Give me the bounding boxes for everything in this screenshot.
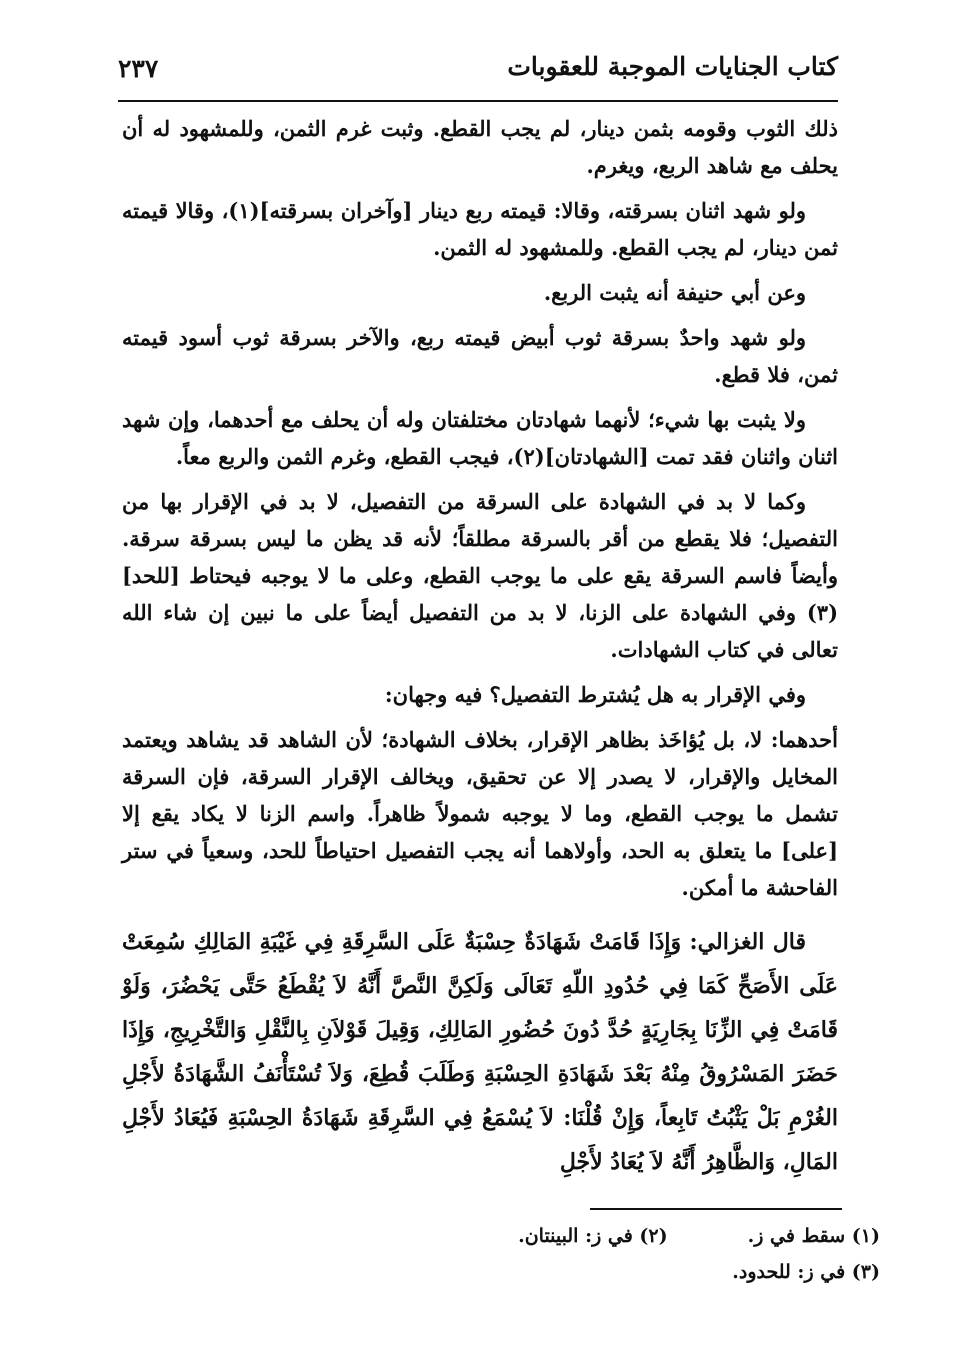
paragraph: وكما لا بد في الشهادة على السرقة من التفصيل، لا بد في الإقرار بها من التفصيل؛ فلا يقطع من أقر بالسرقة مطلقاً؛ لأنه قد يظن ما ليس بسرقة سرقة. وأيضاً فاسم السرقة يقع على ما يوجب القطع، وعلى ما لا يوجبه فيحتاط [للحد](٣) وفي الشهادة على الزنا، لا بد من التفصيل أيضاً على ما نبين إن شاء الله تعالى في كتاب الشهادات. [122,489,838,662]
header-title: كتاب الجنايات الموجبة للعقوبات [507,52,838,81]
footnote-text: سقط في ز. [747,1225,846,1247]
paragraph: وعن أبي حنيفة أنه يثبت الربع. [543,280,806,305]
footnote-2 [518,1218,668,1254]
first-view-text: لا، بل يُؤاخَذ بظاهر الإقرار، بخلاف الشهادة؛ لأن الشاهد قد يشاهد ويعتمد المخايل والإقرار، لا يصدر إلا عن تحقيق، ويخالف الإقرار السرقة، فإن السرقة تشمل ما يوجب القطع، وما لا يوجبه شمولاً ظاهراً. واسم الزنا لا يكاد يقع إلا [على] ما يتعلق به الحد، وأولاهما أنه يجب التفصيل احتياطاً للحد، وسعياً في ستر الفاحشة ما أمكن. [122,727,838,900]
paragraph: ولو شهد واحدٌ بسرقة ثوب أبيض قيمته ربع، والآخر بسرقة ثوب أسود قيمته ثمن، فلا قطع. [122,325,838,387]
paragraph: ولا يثبت بها شيء؛ لأنهما شهادتان مختلفتان وله أن يحلف مع أحدهما، وإن شهد اثنان واثنان فقد تمت [الشهادتان](٢)، فيجب القطع، وغرم الثمن والربع معاً. [122,407,838,469]
paragraph: ولو شهد اثنان بسرقته، وقالا: قيمته ربع دينار [وآخران بسرقته](١)، وقالا قيمته ثمن دينار، لم يجب القطع. وللمشهود له الثمن. [122,198,838,260]
first-view-lead: أحدهما: [770,727,838,752]
running-header [118,48,838,102]
quote-lead: قال الغزالي: [689,929,806,955]
page-number: ٢٣٧ [118,54,159,83]
footnote-1 [748,1218,880,1254]
footnote-mark: (١) [851,1225,880,1247]
footnote-3 [732,1254,880,1290]
paragraph: ذلك الثوب وقومه بثمن دينار، لم يجب القطع. وثبت غرم الثمن، وللمشهود له أن يحلف مع شاهد الربع، ويغرم. [122,116,838,178]
footnote-row [260,1254,880,1290]
footnote-text: في ز: للحدود. [732,1261,846,1283]
footnote-mark: (٣) [851,1261,880,1283]
first-view-paragraph [122,721,838,906]
footnote-text: في ز: البينتان. [518,1225,633,1247]
paragraph: وفي الإقرار به هل يُشترط التفصيل؟ فيه وجهان: [384,682,806,707]
footnote-divider [590,1208,842,1210]
footnote-row [260,1218,880,1254]
main-text [122,110,838,1192]
footnotes [260,1218,880,1290]
footnote-mark: (٢) [639,1225,668,1247]
ghazali-quote [122,920,838,1184]
quote-text: وَإِذَا قَامَتْ شَهَادَةٌ حِسْبَةٌ عَلَى السَّرِقَةِ فِي غَيْبَةِ المَالِكِ سُمِعَتْ عَلَى الأَصَحِّ كَمَا فِي حُدُودِ اللّهِ تَعَالَى وَلَكِنَّ النَّصَّ أَنَّهُ لاَ يُقْطَعُ حَتَّى يَحْضُرَ، وَلَوْ قَامَتْ فِي الزِّنَا بِجَارِيَةٍ حُدَّ دُونَ حُضُورِ المَالِكِ، وَقِيلَ قَوْلاَنِ بِالنَّقْلِ وَالتَّخْرِيجِ، وَإِذَا حَضَرَ المَسْرُوقُ مِنْهُ بَعْدَ شَهَادَةِ الحِسْبَةِ وَطَلَبَ قُطِعَ، وَلاَ تُسْتَأْنَفُ الشَّهَادَةُ لأَجْلِ الغُرْمِ بَلْ يَثْبُتُ تَابِعاً، وَإِنْ قُلْنَا: لاَ يُسْمَعُ فِي السَّرِقَةِ شَهَادَةُ الحِسْبَةِ فَيُعَادُ لأَجْلِ المَالِ، وَالظَّاهِرُ أَنَّهُ لاَ يُعَادُ لأَجْلِ [122,929,838,1175]
